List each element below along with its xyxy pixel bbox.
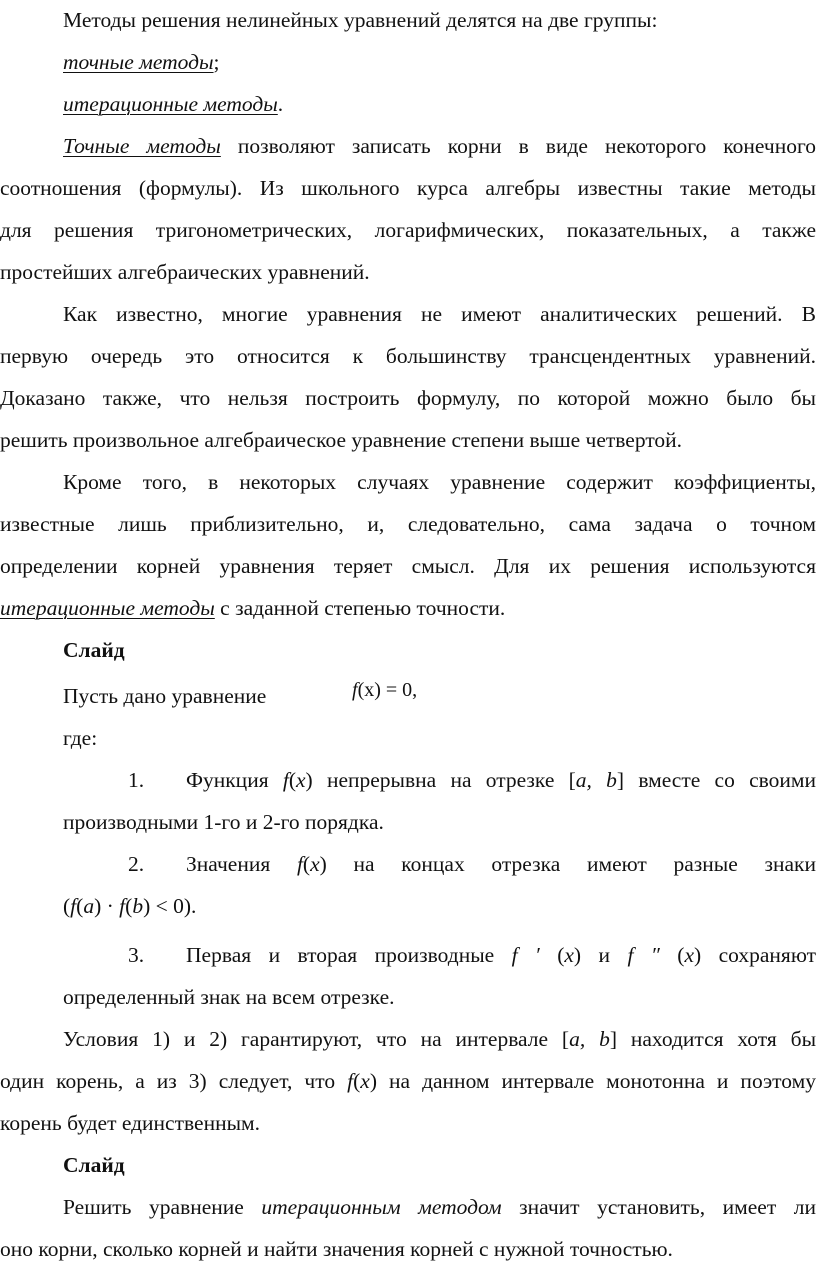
paragraph-approx-line: определении корней уравнения теряет смысл. Для их решения используются [0,554,816,578]
term-exact-methods-inline: Точные методы [63,134,221,158]
condition-1-continuation: производными 1-го и 2-го порядка. [63,810,384,834]
condition-2-line: Значения f(x) на концах отрезка имеют разные знаки [186,852,816,876]
paragraph-analytic-line: первую очередь это относится к большинству трансцендентных уравнений. [0,344,816,368]
equation-f-x-zero: f(x) = 0, [352,679,418,701]
paragraph-analytic-line: Как известно, многие уравнения не имеют аналитических решений. В [63,302,816,326]
condition-3-continuation: определенный знак на всем отрезке. [63,985,395,1009]
paragraph-conditions-line: корень будет единственным. [0,1111,261,1135]
paragraph-analytic-line: решить произвольное алгебраическое уравнение степени выше четвертой. [0,428,683,452]
condition-number: 3. [128,943,145,967]
group-item-iterative: итерационные методы. [63,92,284,116]
where-label: где: [63,726,98,750]
paragraph-exact-line: для решения тригонометрических, логарифмических, показательных, а также [0,218,816,242]
paragraph-solve-line: Решить уравнение итерационным методом значит установить, имеет ли [63,1195,816,1219]
given-equation-text: Пусть дано уравнение [63,684,267,708]
paragraph-approx-line: Кроме того, в некоторых случаях уравнение содержит коэффициенты, [63,470,816,494]
term-iterative-methods: итерационные методы [63,92,278,116]
paragraph-solve-line: оно корни, сколько корней и найти значения корней с нужной точностью. [0,1237,673,1261]
condition-number: 1. [128,768,145,792]
slide-heading: Слайд [63,1153,125,1177]
paragraph-exact-line: простейших алгебраических уравнений. [0,260,370,284]
group-item-exact: точные методы; [63,50,220,74]
term-iterative-methods-inline: итерационные методы [0,596,215,620]
slide-heading: Слайд [63,638,125,662]
paragraph-analytic-line: Доказано также, что нельзя построить формулу, по которой можно было бы [0,386,816,410]
intro-line: Методы решения нелинейных уравнений делятся на две группы: [63,8,658,32]
paragraph-conditions-line: Условия 1) и 2) гарантируют, что на интервале [a, b] находится хотя бы [63,1027,816,1051]
condition-1-line: Функция f(x) непрерывна на отрезке [a, b] вместе со своими [186,768,816,792]
paragraph-exact-line: соотношения (формулы). Из школьного курса алгебры известны такие методы [0,176,816,200]
condition-3-line: Первая и вторая производные f ′ (x) и f ″ (x) сохраняют [186,943,816,967]
paragraph-approx-line: известные лишь приблизительно, и, следовательно, сама задача о точном [0,512,816,536]
condition-2-continuation: (f(a) · f(b) < 0). [63,894,197,918]
paragraph-approx-line: итерационные методы с заданной степенью точности. [0,596,506,620]
term-exact-methods: точные методы [63,50,214,74]
condition-number: 2. [128,852,145,876]
term-iterative-method: итерационным методом [261,1195,502,1219]
paragraph-conditions-line: один корень, а из 3) следует, что f(x) на данном интервале монотонна и поэтому [0,1069,816,1093]
paragraph-exact-line: Точные методы позволяют записать корни в виде некоторого конечного [63,134,816,158]
